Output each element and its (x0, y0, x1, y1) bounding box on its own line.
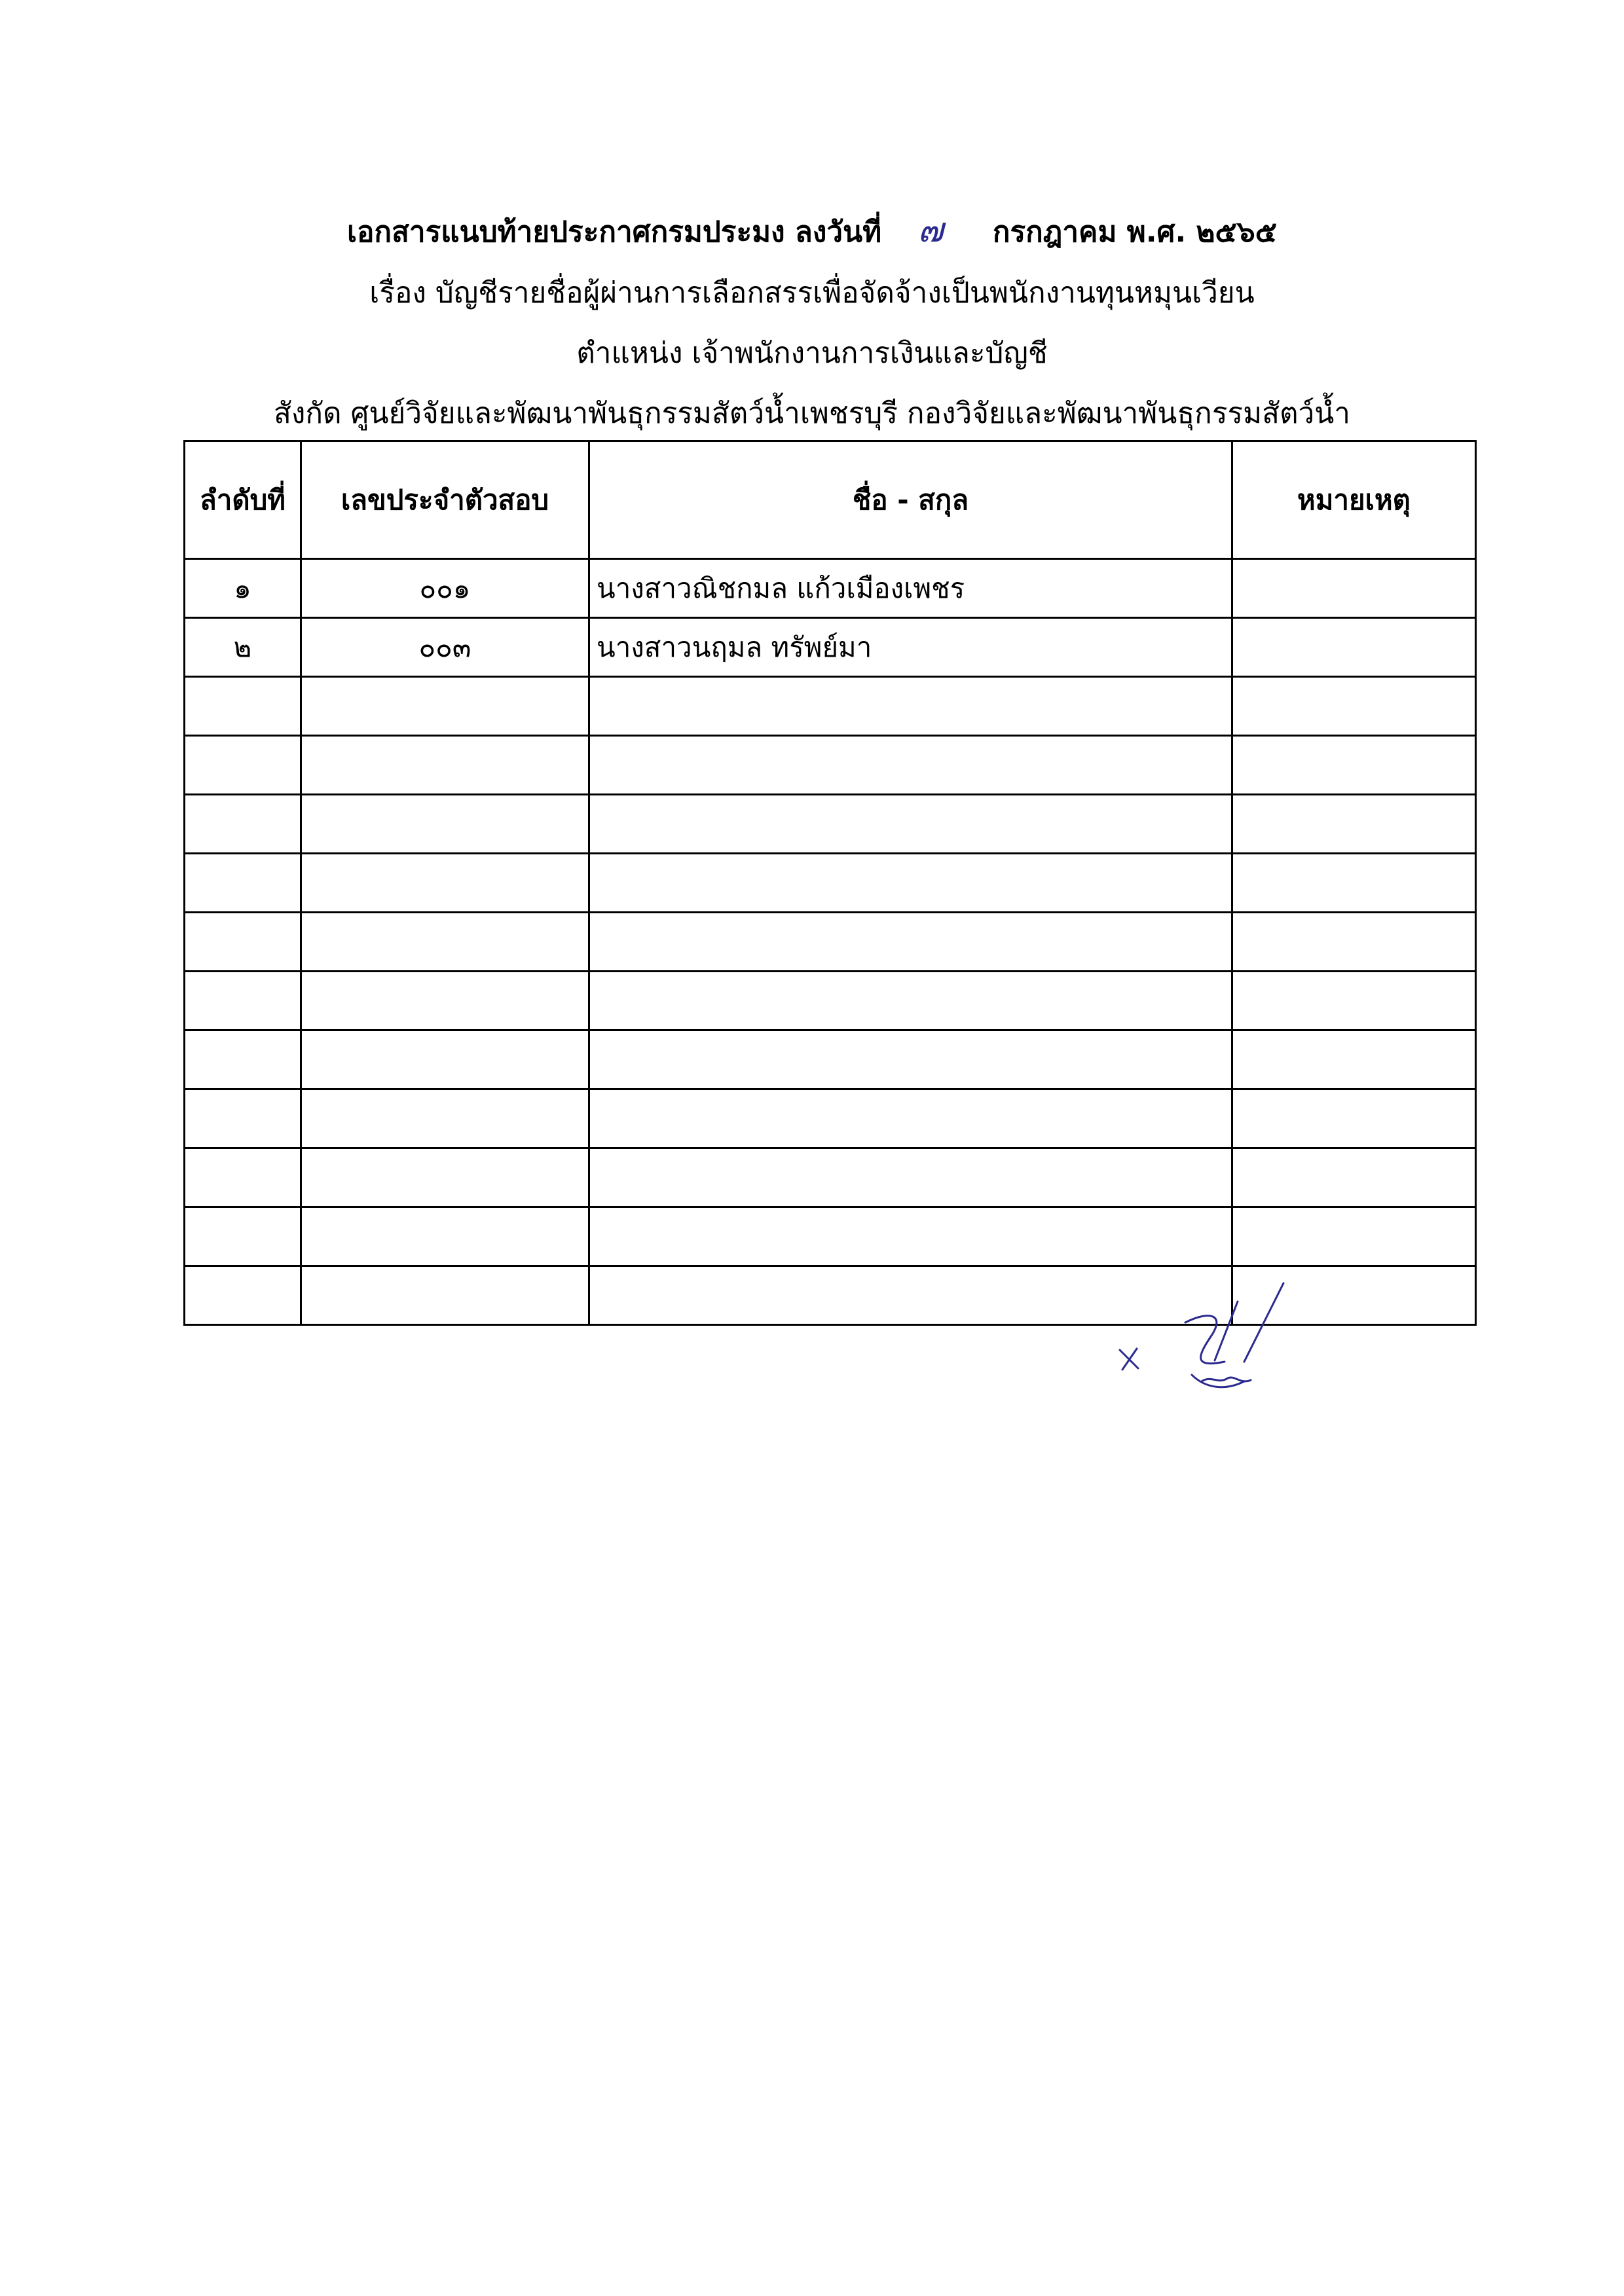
cell-remark (1232, 795, 1476, 854)
cell-exam-id (301, 1089, 589, 1148)
cell-exam-id (301, 1207, 589, 1266)
table-row (185, 972, 1476, 1030)
header-title-prefix: เอกสารแนบท้ายประกาศกรมประมง ลงวันที่ (346, 215, 882, 249)
handwritten-day: ๗ (917, 211, 944, 250)
table-row (185, 854, 1476, 913)
cell-exam-id: ๐๐๓ (301, 618, 589, 677)
cell-order (185, 1148, 301, 1207)
signature (1113, 1277, 1336, 1401)
cell-order (185, 913, 301, 972)
cell-name (589, 1089, 1232, 1148)
cell-order (185, 854, 301, 913)
table-row (185, 1030, 1476, 1089)
cell-order (185, 1207, 301, 1266)
cell-remark (1232, 559, 1476, 618)
cell-remark (1232, 1030, 1476, 1089)
cell-order (185, 736, 301, 795)
candidate-table (183, 440, 1477, 1326)
table-row (185, 618, 1476, 677)
cell-order: ๒ (185, 618, 301, 677)
cell-order: ๑ (185, 559, 301, 618)
header-line-1 (0, 211, 1624, 252)
table-body (185, 559, 1476, 1325)
table-row (185, 1148, 1476, 1207)
cell-remark (1232, 1089, 1476, 1148)
cell-exam-id (301, 972, 589, 1030)
header-month-year: กรกฎาคม พ.ศ. ๒๕๖๕ (992, 215, 1278, 249)
table-row (185, 1089, 1476, 1148)
cell-name (589, 736, 1232, 795)
header-subject: เรื่อง บัญชีรายชื่อผู้ผ่านการเลือกสรรเพื่อจัดจ้างเป็นพนักงานทุนหมุนเวียน (369, 276, 1255, 310)
cell-remark (1232, 972, 1476, 1030)
table-header-row (185, 441, 1476, 559)
cell-order (185, 1030, 301, 1089)
cell-name (589, 854, 1232, 913)
table-row (185, 736, 1476, 795)
cell-exam-id: ๐๐๑ (301, 559, 589, 618)
header-affiliation: สังกัด ศูนย์วิจัยและพัฒนาพันธุกรรมสัตว์น้ำเพชรบุรี กองวิจัยและพัฒนาพันธุกรรมสัตว์น้ำ (273, 397, 1351, 430)
cell-remark (1232, 618, 1476, 677)
cell-exam-id (301, 854, 589, 913)
table-row (185, 677, 1476, 736)
cell-remark (1232, 736, 1476, 795)
cell-remark (1232, 854, 1476, 913)
cell-order (185, 677, 301, 736)
cell-remark (1232, 913, 1476, 972)
cell-exam-id (301, 1030, 589, 1089)
cell-remark (1232, 1148, 1476, 1207)
column-header-order: ลำดับที่ (185, 441, 301, 559)
cell-remark (1232, 677, 1476, 736)
cell-name (589, 1030, 1232, 1089)
cell-name: นางสาวณิชกมล แก้วเมืองเพชร (589, 559, 1232, 618)
cell-exam-id (301, 1148, 589, 1207)
cell-name (589, 1148, 1232, 1207)
cell-name (589, 913, 1232, 972)
cell-name (589, 677, 1232, 736)
cell-exam-id (301, 677, 589, 736)
cell-order (185, 1089, 301, 1148)
column-header-remark: หมายเหตุ (1232, 441, 1476, 559)
table-row (185, 795, 1476, 854)
cell-order (185, 795, 301, 854)
cell-remark (1232, 1207, 1476, 1266)
cell-name (589, 1207, 1232, 1266)
table-row (185, 913, 1476, 972)
column-header-exam-id: เลขประจำตัวสอบ (301, 441, 589, 559)
table-row (185, 559, 1476, 618)
cell-exam-id (301, 795, 589, 854)
cell-exam-id (301, 913, 589, 972)
cell-exam-id (301, 736, 589, 795)
cell-order (185, 1266, 301, 1325)
cell-name: นางสาวนฤมล ทรัพย์มา (589, 618, 1232, 677)
cell-exam-id (301, 1266, 589, 1325)
candidate-table-container (183, 440, 1475, 1329)
cell-name (589, 795, 1232, 854)
header-position: ตำแหน่ง เจ้าพนักงานการเงินและบัญชี (576, 337, 1048, 370)
column-header-name: ชื่อ - สกุล (589, 441, 1232, 559)
table-row (185, 1207, 1476, 1266)
cell-name (589, 972, 1232, 1030)
cell-order (185, 972, 301, 1030)
